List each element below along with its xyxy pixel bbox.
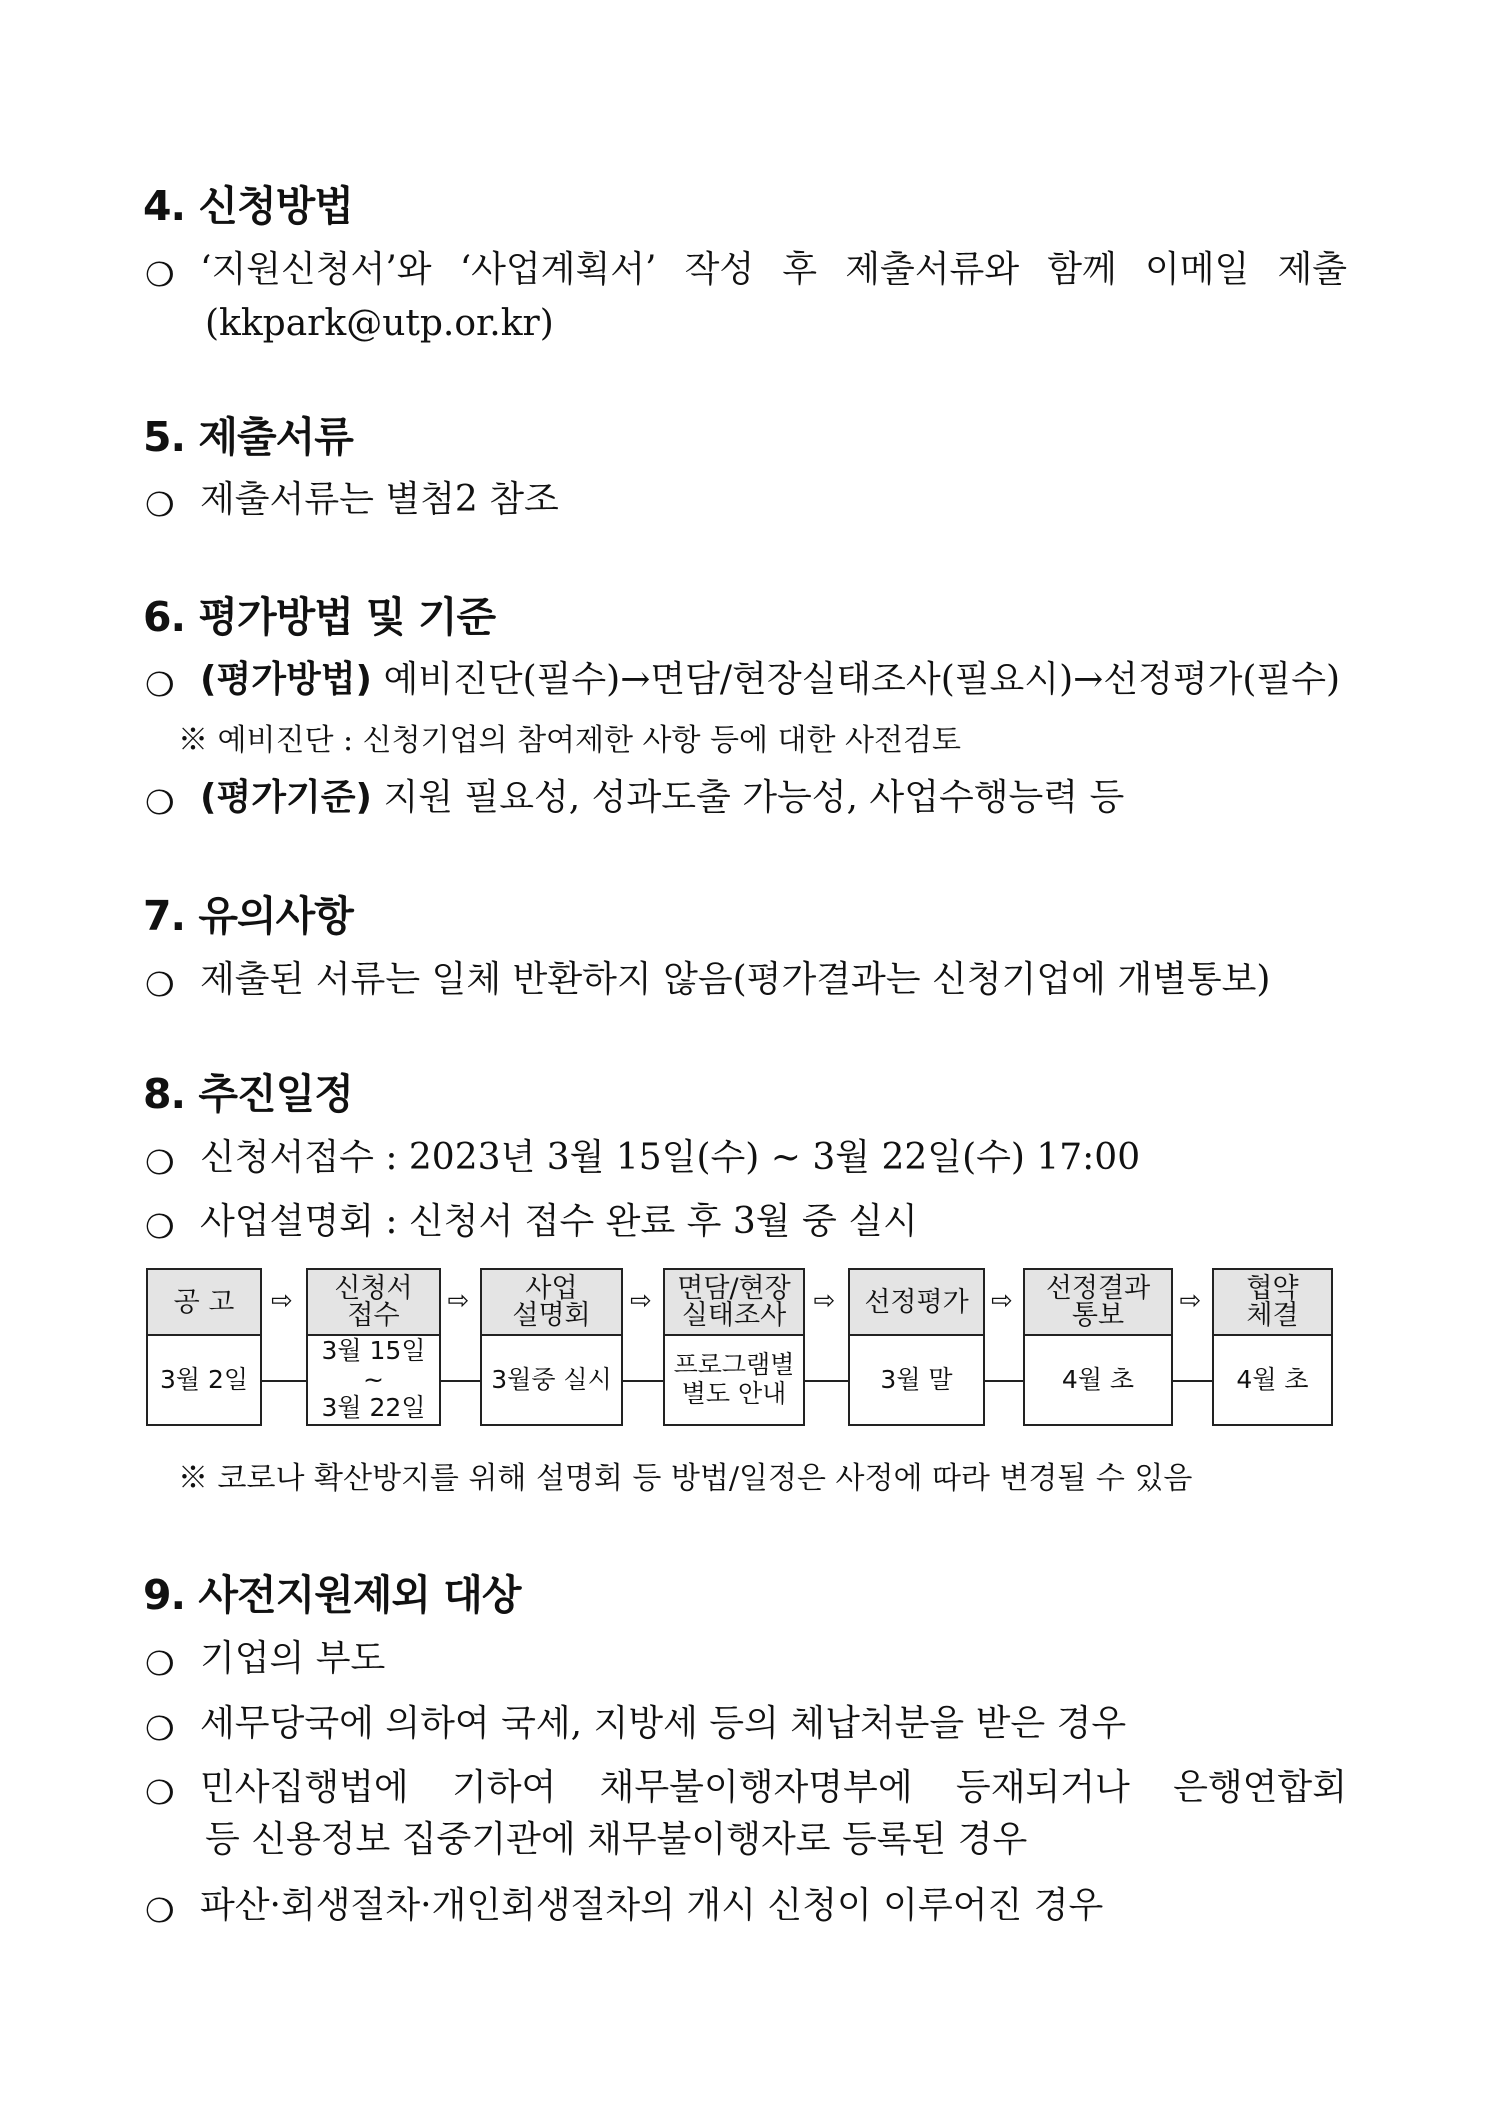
schedule-step-date-line: ~ <box>363 1364 384 1394</box>
schedule-step-title-line: 선정결과 <box>1045 1273 1151 1304</box>
schedule-step-title-line: 실태조사 <box>681 1300 787 1331</box>
evaluation-criteria-text: 지원 필요성, 성과도출 가능성, 사업수행능력 등 <box>372 777 1125 818</box>
section-7-title: 7. 유의사항 <box>143 892 353 940</box>
bullet-icon: ❍ <box>145 485 175 524</box>
section-4-item-1-line-2: (kkpark@utp.or.kr) <box>205 303 554 344</box>
schedule-step-title-line: 면담/현장 <box>677 1273 791 1304</box>
schedule-connector-line <box>985 1380 1023 1382</box>
section-8-note: ※ 코로나 확산방지를 위해 설명회 등 방법/일정은 사정에 따라 변경될 수 있음 <box>178 1461 1193 1496</box>
schedule-step-title-line: 공 고 <box>173 1286 235 1318</box>
schedule-step <box>848 1268 985 1426</box>
arrow-right-icon: ⇨ <box>271 1286 293 1316</box>
schedule-step-date-line: 3월 말 <box>880 1364 953 1394</box>
schedule-step-title-line: 협약 <box>1246 1273 1299 1304</box>
section-9-item-3-line-2: 등 신용정보 집중기관에 채무불이행자로 등록된 경우 <box>205 1819 1028 1860</box>
schedule-step-date-line: 별도 안내 <box>681 1379 787 1408</box>
schedule-step-title-line: 사업 <box>525 1273 578 1304</box>
schedule-step-title-line: 체결 <box>1246 1300 1299 1331</box>
schedule-step-date <box>308 1336 439 1424</box>
schedule-step-title-line: 접수 <box>347 1300 400 1331</box>
section-9-item-1: 기업의 부도 <box>200 1638 386 1679</box>
schedule-connector-line <box>441 1380 480 1382</box>
schedule-step-title-line: 설명회 <box>512 1300 591 1331</box>
schedule-step-date-line: 4월 초 <box>1061 1364 1135 1394</box>
schedule-step-title <box>1214 1270 1331 1336</box>
section-6-item-2 <box>200 777 1125 818</box>
section-9-item-2: 세무당국에 의하여 국세, 지방세 등의 체납처분을 받은 경우 <box>200 1703 1127 1744</box>
section-6-item-1 <box>200 659 1341 700</box>
section-8-title: 8. 추진일정 <box>143 1070 353 1118</box>
schedule-step-date-line: 4월 초 <box>1236 1364 1309 1394</box>
section-4-item-1-line-1: ‘지원신청서’와 ‘사업계획서’ 작성 후 제출서류와 함께 이메일 제출 <box>200 249 1347 290</box>
section-4-title: 4. 신청방법 <box>143 182 353 230</box>
schedule-connector-line <box>1173 1380 1212 1382</box>
arrow-right-icon: ⇨ <box>813 1286 836 1316</box>
bullet-icon: ❍ <box>145 1207 175 1246</box>
bullet-icon: ❍ <box>145 783 175 822</box>
schedule-step-date-line: 3월 22일 <box>321 1393 426 1423</box>
schedule-step-date-line: 프로그램별 <box>673 1350 795 1380</box>
schedule-connector-line <box>262 1380 306 1382</box>
section-8-item-2: 사업설명회 : 신청서 접수 완료 후 3월 중 실시 <box>200 1201 918 1242</box>
section-6-note: ※ 예비진단 : 신청기업의 참여제한 사항 등에 대한 사전검토 <box>178 723 961 758</box>
schedule-step-title-line: 신청서 <box>334 1273 413 1304</box>
schedule-step-title-line: 선정평가 <box>864 1286 969 1318</box>
evaluation-method-text: 예비진단(필수)→면담/현장실태조사(필요시)→선정평가(필수) <box>372 659 1341 700</box>
schedule-step-date <box>665 1336 803 1424</box>
schedule-step <box>1023 1268 1173 1426</box>
arrow-right-icon: ⇨ <box>1179 1286 1202 1316</box>
schedule-step-date <box>1025 1336 1171 1424</box>
schedule-step <box>1212 1268 1333 1426</box>
section-9-item-4: 파산·회생절차·개인회생절차의 개시 신청이 이루어진 경우 <box>200 1885 1104 1926</box>
arrow-right-icon: ⇨ <box>630 1286 652 1316</box>
schedule-step-date <box>482 1336 621 1424</box>
arrow-right-icon: ⇨ <box>447 1286 470 1316</box>
bullet-icon: ❍ <box>145 1644 175 1683</box>
bullet-icon: ❍ <box>145 255 175 294</box>
schedule-connector-line <box>623 1380 663 1382</box>
section-7-item-1: 제출된 서류는 일체 반환하지 않음(평가결과는 신청기업에 개별통보) <box>200 959 1271 1000</box>
schedule-step-date-line: 3월중 실시 <box>491 1364 612 1394</box>
schedule-step-title <box>308 1270 439 1336</box>
arrow-right-icon: ⇨ <box>991 1286 1013 1316</box>
section-5-item-1: 제출서류는 별첨2 참조 <box>200 479 559 520</box>
section-9-item-3-line-1: 민사집행법에 기하여 채무불이행자명부에 등재되거나 은행연합회 <box>200 1767 1347 1808</box>
bullet-icon: ❍ <box>145 1143 175 1182</box>
bullet-icon: ❍ <box>145 1709 175 1748</box>
bullet-icon: ❍ <box>145 965 175 1004</box>
section-8-item-1: 신청서접수 : 2023년 3월 15일(수) ~ 3월 22일(수) 17:00 <box>200 1137 1141 1178</box>
schedule-step-title <box>148 1270 260 1336</box>
schedule-step-date <box>1214 1336 1331 1424</box>
bullet-icon: ❍ <box>145 1773 175 1812</box>
schedule-step-title-line: 통보 <box>1071 1300 1125 1331</box>
schedule-step <box>480 1268 623 1426</box>
bullet-icon: ❍ <box>145 1891 175 1930</box>
schedule-step-date-line: 3월 2일 <box>159 1364 249 1394</box>
schedule-step <box>146 1268 262 1426</box>
schedule-step <box>663 1268 805 1426</box>
section-9-title: 9. 사전지원제외 대상 <box>143 1571 521 1619</box>
schedule-step-date-line: 3월 15일 <box>321 1335 426 1365</box>
schedule-step <box>306 1268 441 1426</box>
schedule-step-title <box>665 1270 803 1336</box>
schedule-connector-line <box>805 1380 848 1382</box>
schedule-step-title <box>1025 1270 1171 1336</box>
bullet-icon: ❍ <box>145 665 175 704</box>
schedule-step-date <box>850 1336 983 1424</box>
schedule-step-title <box>482 1270 621 1336</box>
evaluation-method-label: (평가방법) <box>200 659 373 700</box>
schedule-step-title <box>850 1270 983 1336</box>
schedule-step-date <box>148 1336 260 1424</box>
section-6-title: 6. 평가방법 및 기준 <box>143 593 496 641</box>
evaluation-criteria-label: (평가기준) <box>200 777 373 818</box>
section-5-title: 5. 제출서류 <box>143 413 353 461</box>
